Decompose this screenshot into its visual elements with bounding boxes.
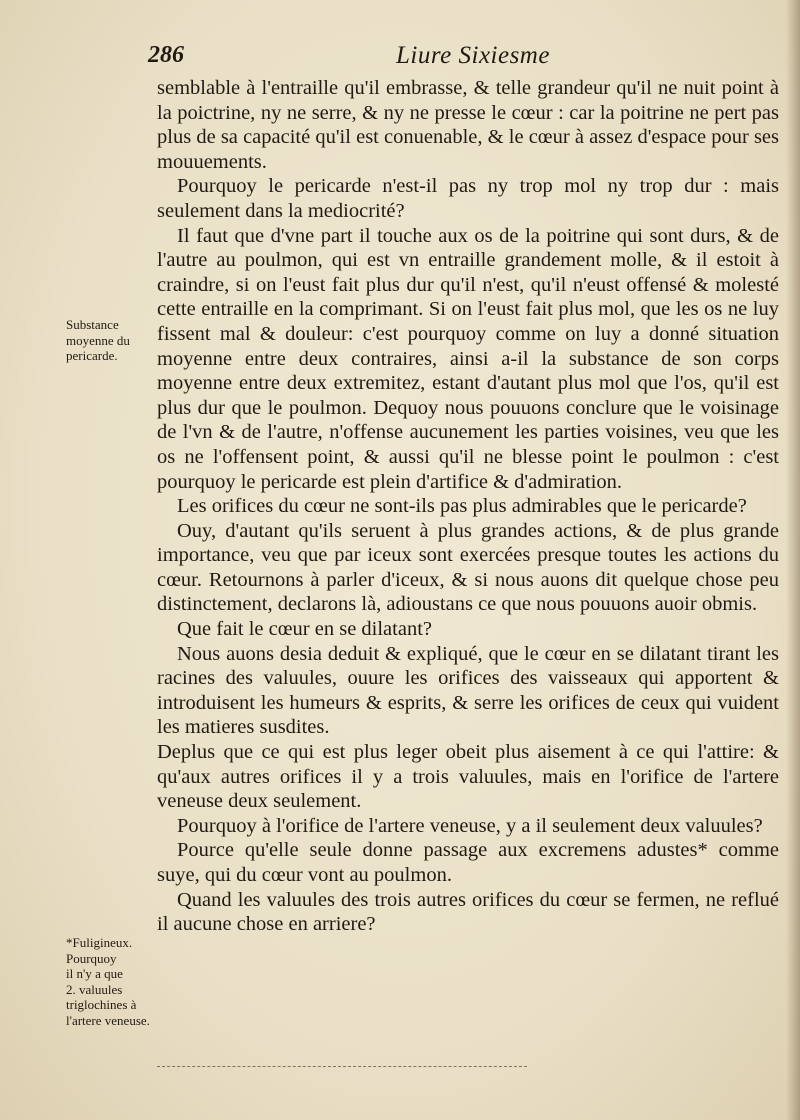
margin-note-substance <box>66 317 156 364</box>
question-two-valvules: Pourquoy à l'orifice de l'artere veneuse, y a il seulement deux valuules? <box>177 814 763 837</box>
page-header <box>148 42 748 76</box>
margin-note-line: 2. valuules <box>66 981 123 997</box>
question-pericarde-texture: Pourquoy le pericarde n'est-il pas ny trop mol ny trop dur : mais seulement dans la mediocrité? <box>157 175 779 222</box>
paragraph-continuation: semblable à l'entraille qu'il embrasse, & telle grandeur qu'il ne nuit point à la poictrine, ny ne serre, & ny ne presse le cœur : car la poitrine ne pert pas plus de sa capacité qu'il est conuenable, & le cœur à assez d'espace pour ses mouuements. <box>157 77 779 173</box>
page-bottom-rule <box>157 1066 527 1067</box>
margin-note-line: Pourquoy <box>66 950 117 966</box>
question-reflux: Quand les valuules des trois autres orifices du cœur se fermen, ne reflué il aucune chose en arriere? <box>157 888 779 936</box>
margin-note-valvules <box>66 935 156 1028</box>
margin-note-line: moyenne du <box>66 332 130 348</box>
question-dilatation: Que fait le cœur en se dilatant? <box>177 618 432 641</box>
margin-note-line: Substance <box>66 317 119 332</box>
question-orifices: Les orifices du cœur ne sont-ils pas plus admirables que le pericarde? <box>177 495 747 518</box>
answer-two-valvules: Pource qu'elle seule donne passage aux excremens adustes* comme suye, qui du cœur vont au poulmon. <box>157 839 779 886</box>
answer-dilatation-continued: Deplus que ce qui est plus leger obeit plus aisement à ce qui l'attire: & qu'aux autres orifices il y a trois valuules, mais en l'orifice de l'artere veneuse deux seulement. <box>157 741 779 813</box>
answer-orifices: Ouy, d'autant qu'ils seruent à plus grandes actions, & de plus grande importance, veu que par iceux sont exercées presque toutes les actions du cœur. Retournons à parler d'iceux, & si nous auons dit quelque chose peu distinctement, declarons là, adioustans ce que nous pouuons auoir obmis. <box>157 519 779 616</box>
main-text <box>157 76 779 937</box>
margin-note-line: il n'y a que <box>66 966 123 981</box>
answer-pericarde-texture: Il faut que d'vne part il touche aux os de la poitrine qui sont durs, & de l'autre au poulmon, qui est vn entraille grandement molle, & il estoit à craindre, si on l'eust fait plus dur qu'il n'est, qu'il n'eust offensé & molesté cette entraille en la comprimant. Si on l'eust fait plus mol, que les os ne luy fissent mal & douleur: c'est pourquoy comme on luy a donné situation moyenne entre deux contraires, ainsi a-il la substance de son corps moyenne entre deux extremitez, estant d'autant plus mol que l'os, qu'il est plus dur que le poulmon. Dequoy nous pouuons conclure que le voisinage de l'vn & de l'autre, n'offense aucunement les parties voisines, veu que les os ne l'offensent point, & aussi qu'il ne blesse point le poulmon : c'est pourquoy le pericarde est plein d'artifice & d'admiration. <box>157 224 779 493</box>
margin-note-line: pericarde. <box>66 348 118 363</box>
margin-note-line: *Fuligineux. <box>66 935 133 950</box>
answer-dilatation: Nous auons desia deduit & expliqué, que le cœur en se dilatant tirant les racines des valuules, ouure les orifices des vaisseaux qui apportent & introduisent les humeurs & esprits, & serre les orifices de ceux qui vuident les matieres susdites. <box>157 642 779 739</box>
running-title: Liure Sixiesme <box>396 42 550 69</box>
margin-note-line: triglochines à l'artere veneuse. <box>66 997 150 1028</box>
page-edge-shadow <box>786 0 800 1120</box>
page-number: 286 <box>148 42 184 68</box>
